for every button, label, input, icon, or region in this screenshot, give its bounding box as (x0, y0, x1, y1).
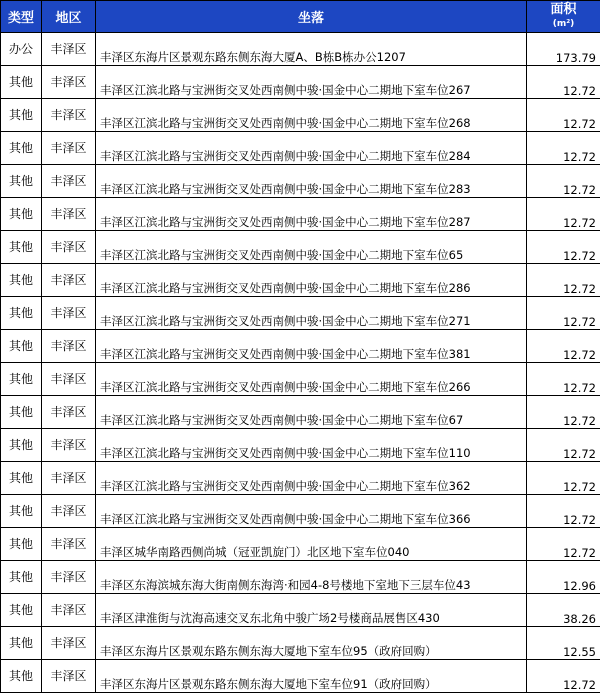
cell-district: 丰泽区 (42, 66, 96, 99)
cell-type: 其他 (1, 297, 42, 330)
cell-area: 12.72 (527, 429, 600, 462)
table-row (1, 495, 600, 528)
cell-area: 12.72 (527, 363, 600, 396)
cell-type: 其他 (1, 132, 42, 165)
cell-district: 丰泽区 (42, 33, 96, 66)
cell-location: 丰泽区江滨北路与宝洲街交叉处西南侧中骏·国金中心二期地下室车位65 (96, 231, 527, 264)
table-row (1, 396, 600, 429)
cell-location: 丰泽区江滨北路与宝洲街交叉处西南侧中骏·国金中心二期地下室车位267 (96, 66, 527, 99)
table-row (1, 33, 600, 66)
table-row (1, 660, 600, 693)
cell-district: 丰泽区 (42, 462, 96, 495)
cell-district: 丰泽区 (42, 528, 96, 561)
cell-type: 其他 (1, 231, 42, 264)
cell-location: 丰泽区江滨北路与宝洲街交叉处西南侧中骏·国金中心二期地下室车位362 (96, 462, 527, 495)
cell-district: 丰泽区 (42, 198, 96, 231)
cell-area: 12.72 (527, 462, 600, 495)
cell-location: 丰泽区江滨北路与宝洲街交叉处西南侧中骏·国金中心二期地下室车位271 (96, 297, 527, 330)
cell-district: 丰泽区 (42, 561, 96, 594)
cell-location: 丰泽区江滨北路与宝洲街交叉处西南侧中骏·国金中心二期地下室车位268 (96, 99, 527, 132)
table-row (1, 99, 600, 132)
table-row (1, 627, 600, 660)
cell-location: 丰泽区江滨北路与宝洲街交叉处西南侧中骏·国金中心二期地下室车位110 (96, 429, 527, 462)
cell-location: 丰泽区城华南路西侧尚城（冠亚凯旋门）北区地下室车位040 (96, 528, 527, 561)
table-row (1, 165, 600, 198)
cell-location: 丰泽区江滨北路与宝洲街交叉处西南侧中骏·国金中心二期地下室车位366 (96, 495, 527, 528)
cell-type: 其他 (1, 528, 42, 561)
cell-area: 12.72 (527, 330, 600, 363)
cell-area: 38.26 (527, 594, 600, 627)
cell-location: 丰泽区东海片区景观东路东侧东海大厦地下室车位91（政府回购） (96, 660, 527, 693)
cell-area: 12.72 (527, 660, 600, 693)
table-header-row (1, 1, 600, 33)
cell-district: 丰泽区 (42, 330, 96, 363)
cell-type: 其他 (1, 660, 42, 693)
table-row (1, 330, 600, 363)
cell-type: 其他 (1, 561, 42, 594)
cell-location: 丰泽区津淮街与沈海高速交叉东北角中骏广场2号楼商品展售区430 (96, 594, 527, 627)
cell-district: 丰泽区 (42, 165, 96, 198)
cell-district: 丰泽区 (42, 99, 96, 132)
cell-area: 12.72 (527, 66, 600, 99)
cell-type: 办公 (1, 33, 42, 66)
cell-district: 丰泽区 (42, 594, 96, 627)
cell-area: 12.72 (527, 165, 600, 198)
cell-area: 12.72 (527, 264, 600, 297)
cell-district: 丰泽区 (42, 627, 96, 660)
cell-location: 丰泽区江滨北路与宝洲街交叉处西南侧中骏·国金中心二期地下室车位283 (96, 165, 527, 198)
table-row (1, 297, 600, 330)
table-row (1, 66, 600, 99)
cell-district: 丰泽区 (42, 396, 96, 429)
table-row (1, 198, 600, 231)
table-row (1, 264, 600, 297)
header-location: 坐落 (96, 1, 527, 33)
header-area-label: 面积 (527, 3, 600, 17)
cell-type: 其他 (1, 264, 42, 297)
cell-district: 丰泽区 (42, 132, 96, 165)
cell-type: 其他 (1, 66, 42, 99)
cell-location: 丰泽区江滨北路与宝洲街交叉处西南侧中骏·国金中心二期地下室车位287 (96, 198, 527, 231)
cell-type: 其他 (1, 363, 42, 396)
cell-type: 其他 (1, 429, 42, 462)
table-row (1, 363, 600, 396)
cell-type: 其他 (1, 165, 42, 198)
cell-district: 丰泽区 (42, 660, 96, 693)
table-row (1, 231, 600, 264)
table-row (1, 528, 600, 561)
cell-area: 12.72 (527, 99, 600, 132)
cell-area: 12.72 (527, 528, 600, 561)
table-row (1, 561, 600, 594)
cell-type: 其他 (1, 495, 42, 528)
cell-district: 丰泽区 (42, 495, 96, 528)
header-area (527, 1, 600, 33)
cell-area: 12.72 (527, 495, 600, 528)
header-area-unit: (m²) (527, 17, 600, 31)
cell-area: 12.55 (527, 627, 600, 660)
cell-district: 丰泽区 (42, 264, 96, 297)
cell-type: 其他 (1, 462, 42, 495)
cell-type: 其他 (1, 198, 42, 231)
cell-area: 12.72 (527, 132, 600, 165)
cell-area: 12.72 (527, 198, 600, 231)
cell-type: 其他 (1, 627, 42, 660)
cell-district: 丰泽区 (42, 231, 96, 264)
cell-location: 丰泽区江滨北路与宝洲街交叉处西南侧中骏·国金中心二期地下室车位284 (96, 132, 527, 165)
cell-location: 丰泽区东海滨城东海大街南侧东海湾·和园4-8号楼地下室地下三层车位43 (96, 561, 527, 594)
cell-type: 其他 (1, 396, 42, 429)
cell-location: 丰泽区东海片区景观东路东侧东海大厦地下室车位95（政府回购） (96, 627, 527, 660)
table-row (1, 462, 600, 495)
cell-area: 12.96 (527, 561, 600, 594)
cell-district: 丰泽区 (42, 429, 96, 462)
cell-area: 12.72 (527, 231, 600, 264)
cell-location: 丰泽区江滨北路与宝洲街交叉处西南侧中骏·国金中心二期地下室车位266 (96, 363, 527, 396)
cell-location: 丰泽区江滨北路与宝洲街交叉处西南侧中骏·国金中心二期地下室车位381 (96, 330, 527, 363)
cell-area: 173.79 (527, 33, 600, 66)
table-row (1, 132, 600, 165)
table-row (1, 429, 600, 462)
table-row (1, 594, 600, 627)
cell-type: 其他 (1, 330, 42, 363)
cell-district: 丰泽区 (42, 363, 96, 396)
cell-type: 其他 (1, 99, 42, 132)
cell-district: 丰泽区 (42, 297, 96, 330)
cell-area: 12.72 (527, 297, 600, 330)
header-district: 地区 (42, 1, 96, 33)
cell-location: 丰泽区江滨北路与宝洲街交叉处西南侧中骏·国金中心二期地下室车位67 (96, 396, 527, 429)
cell-area: 12.72 (527, 396, 600, 429)
cell-type: 其他 (1, 594, 42, 627)
header-type: 类型 (1, 1, 42, 33)
cell-location: 丰泽区东海片区景观东路东侧东海大厦A、B栋B栋办公1207 (96, 33, 527, 66)
cell-location: 丰泽区江滨北路与宝洲街交叉处西南侧中骏·国金中心二期地下室车位286 (96, 264, 527, 297)
